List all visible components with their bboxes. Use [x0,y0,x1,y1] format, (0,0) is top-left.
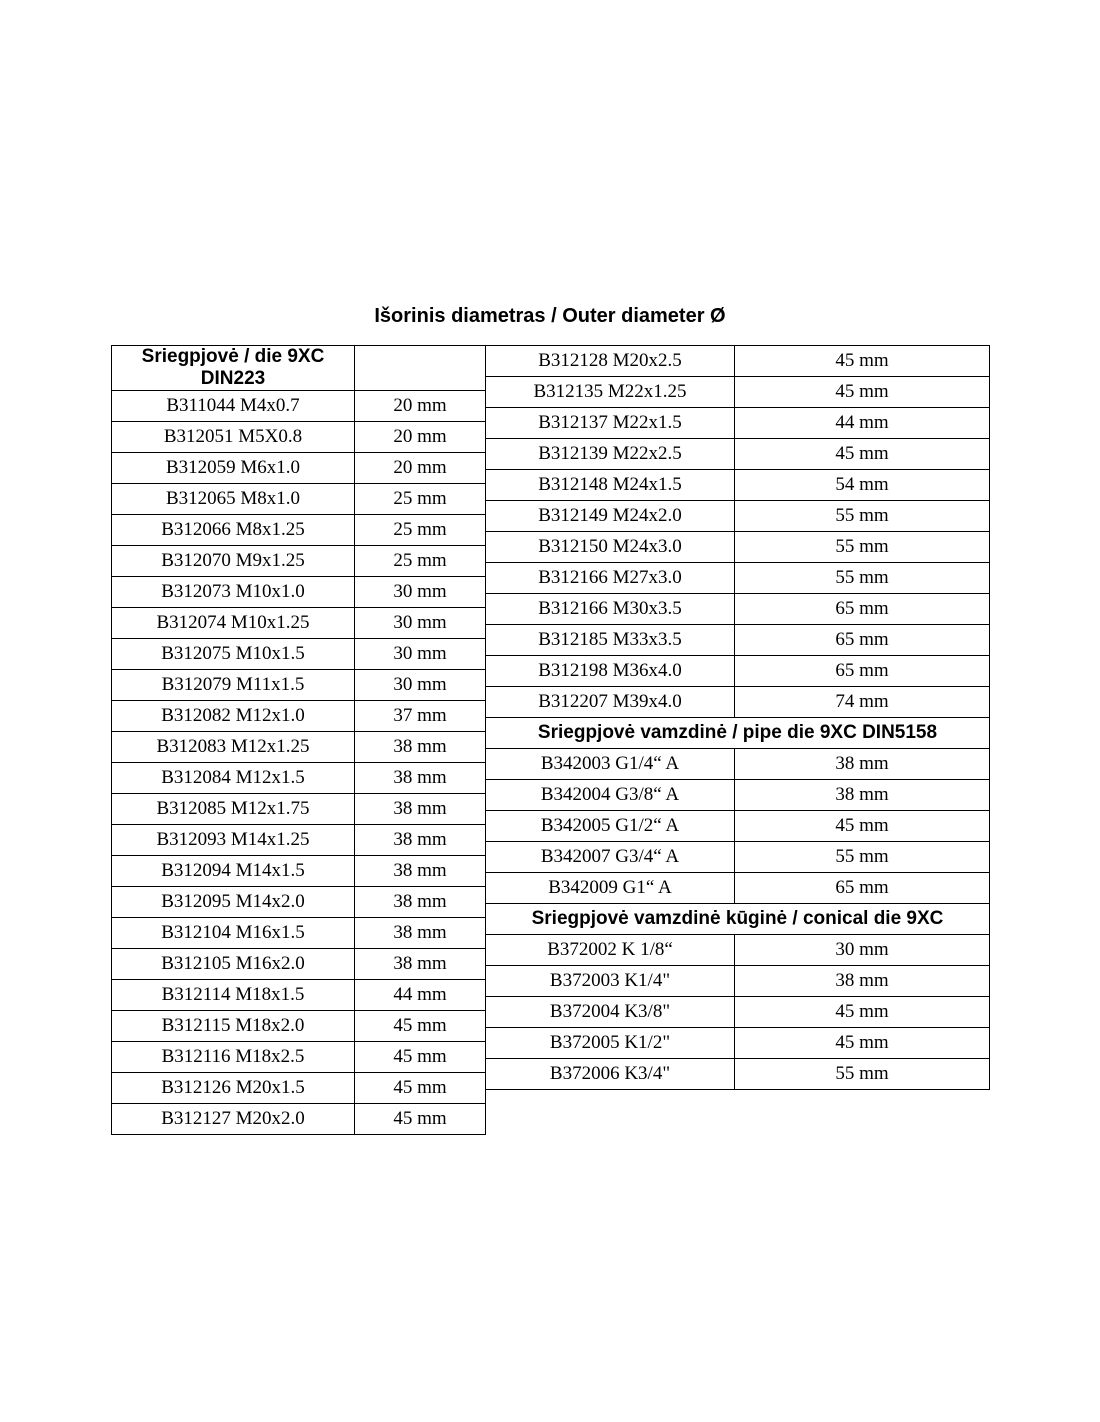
product-code: B312079 M11x1.5 [112,670,355,701]
product-code: B312065 M8x1.0 [112,484,355,515]
outer-diameter: 20 mm [355,422,486,453]
product-code: B312094 M14x1.5 [112,856,355,887]
product-code: B312150 M24x3.0 [486,532,735,563]
outer-diameter: 25 mm [355,484,486,515]
outer-diameter-table-right [485,345,990,1090]
outer-diameter-table-left [111,345,486,1135]
product-code: B312074 M10x1.25 [112,608,355,639]
product-code: B312085 M12x1.75 [112,794,355,825]
outer-diameter: 30 mm [355,608,486,639]
table-row [112,763,486,794]
product-code: B342009 G1“ A [486,873,735,904]
product-code: B311044 M4x0.7 [112,391,355,422]
product-code: B372003 K1/4" [486,966,735,997]
product-code: B312066 M8x1.25 [112,515,355,546]
table-row [112,794,486,825]
table-row [486,873,990,904]
table-row [112,484,486,515]
table-row [486,625,990,656]
product-code: B312093 M14x1.25 [112,825,355,856]
product-code: B312051 M5X0.8 [112,422,355,453]
table-row [112,1073,486,1104]
outer-diameter: 55 mm [735,532,990,563]
table-header-row [112,346,486,391]
product-code: B312075 M10x1.5 [112,639,355,670]
product-code: B312149 M24x2.0 [486,501,735,532]
product-code: B312185 M33x3.5 [486,625,735,656]
product-code: B312105 M16x2.0 [112,949,355,980]
product-code: B312104 M16x1.5 [112,918,355,949]
table-row [486,935,990,966]
outer-diameter: 38 mm [355,825,486,856]
outer-diameter: 38 mm [735,966,990,997]
product-code: B342005 G1/2“ A [486,811,735,842]
product-code: B312083 M12x1.25 [112,732,355,763]
table-row [112,825,486,856]
table-row [486,997,990,1028]
product-code: B312135 M22x1.25 [486,377,735,408]
outer-diameter: 44 mm [735,408,990,439]
table-row [112,701,486,732]
outer-diameter: 44 mm [355,980,486,1011]
product-code: B312137 M22x1.5 [486,408,735,439]
outer-diameter: 74 mm [735,687,990,718]
product-code: B342004 G3/8“ A [486,780,735,811]
outer-diameter: 25 mm [355,546,486,577]
outer-diameter: 45 mm [355,1042,486,1073]
outer-diameter: 65 mm [735,625,990,656]
product-code: B312084 M12x1.5 [112,763,355,794]
table-row [486,656,990,687]
left-table-header-value [355,346,486,391]
product-code: B312070 M9x1.25 [112,546,355,577]
table-row [486,1028,990,1059]
outer-diameter: 30 mm [355,639,486,670]
section-header-conical-die: Sriegpjovė vamzdinė kūginė / conical die 9XC [486,904,990,935]
outer-diameter: 45 mm [355,1104,486,1135]
table-row [112,639,486,670]
table-row [112,732,486,763]
table-row [486,377,990,408]
table-row [112,422,486,453]
table-row [112,670,486,701]
outer-diameter: 38 mm [735,749,990,780]
outer-diameter: 38 mm [355,794,486,825]
section-header-pipe-die: Sriegpjovė vamzdinė / pipe die 9XC DIN5158 [486,718,990,749]
table-row [486,439,990,470]
outer-diameter: 55 mm [735,563,990,594]
product-code: B312126 M20x1.5 [112,1073,355,1104]
table-row [112,1042,486,1073]
outer-diameter: 30 mm [355,670,486,701]
table-row [486,780,990,811]
outer-diameter: 55 mm [735,501,990,532]
outer-diameter: 25 mm [355,515,486,546]
outer-diameter: 45 mm [735,1028,990,1059]
table-row [486,1059,990,1090]
outer-diameter: 38 mm [355,763,486,794]
product-code: B372002 K 1/8“ [486,935,735,966]
table-row [112,391,486,422]
table-row [112,1011,486,1042]
table-row [486,346,990,377]
outer-diameter: 54 mm [735,470,990,501]
product-code: B372005 K1/2" [486,1028,735,1059]
product-code: B312139 M22x2.5 [486,439,735,470]
table-row [486,501,990,532]
product-code: B312207 M39x4.0 [486,687,735,718]
product-code: B312115 M18x2.0 [112,1011,355,1042]
product-code: B312166 M27x3.0 [486,563,735,594]
outer-diameter: 45 mm [355,1011,486,1042]
table-row [486,563,990,594]
outer-diameter: 30 mm [355,577,486,608]
product-code: B312116 M18x2.5 [112,1042,355,1073]
table-section-row [486,904,990,935]
product-code: B312059 M6x1.0 [112,453,355,484]
outer-diameter: 37 mm [355,701,486,732]
outer-diameter: 65 mm [735,594,990,625]
table-row [112,577,486,608]
product-code: B312114 M18x1.5 [112,980,355,1011]
product-code: B312148 M24x1.5 [486,470,735,501]
left-table-header-label: Sriegpjovė / die 9XC DIN223 [112,346,355,391]
product-code: B312082 M12x1.0 [112,701,355,732]
table-row [112,887,486,918]
outer-diameter: 38 mm [355,949,486,980]
table-row [486,749,990,780]
product-code: B312095 M14x2.0 [112,887,355,918]
product-code: B312166 M30x3.5 [486,594,735,625]
table-row [486,966,990,997]
table-row [486,594,990,625]
table-section-row [486,718,990,749]
product-code: B312128 M20x2.5 [486,346,735,377]
outer-diameter: 45 mm [735,811,990,842]
table-row [112,546,486,577]
table-row [486,842,990,873]
table-row [112,453,486,484]
outer-diameter: 38 mm [355,887,486,918]
table-row [112,515,486,546]
outer-diameter: 38 mm [355,918,486,949]
table-row [486,687,990,718]
outer-diameter: 55 mm [735,842,990,873]
right-table-body [486,346,990,1090]
outer-diameter: 20 mm [355,391,486,422]
outer-diameter: 38 mm [735,780,990,811]
outer-diameter: 55 mm [735,1059,990,1090]
product-code: B312073 M10x1.0 [112,577,355,608]
table-row [486,470,990,501]
table-row [112,856,486,887]
outer-diameter: 45 mm [735,439,990,470]
table-row [112,918,486,949]
outer-diameter: 45 mm [355,1073,486,1104]
outer-diameter: 65 mm [735,656,990,687]
product-code: B342007 G3/4“ A [486,842,735,873]
left-table-body [112,346,486,1135]
product-code: B312198 M36x4.0 [486,656,735,687]
outer-diameter: 38 mm [355,732,486,763]
table-row [486,811,990,842]
table-row [112,980,486,1011]
outer-diameter: 38 mm [355,856,486,887]
table-row [112,608,486,639]
product-code: B372004 K3/8" [486,997,735,1028]
outer-diameter: 45 mm [735,997,990,1028]
table-row [486,532,990,563]
table-row [112,1104,486,1135]
product-code: B372006 K3/4" [486,1059,735,1090]
outer-diameter: 45 mm [735,346,990,377]
outer-diameter: 45 mm [735,377,990,408]
outer-diameter: 20 mm [355,453,486,484]
outer-diameter: 65 mm [735,873,990,904]
outer-diameter: 30 mm [735,935,990,966]
page-title: Išorinis diametras / Outer diameter Ø [374,305,726,327]
product-code: B312127 M20x2.0 [112,1104,355,1135]
product-code: B342003 G1/4“ A [486,749,735,780]
table-row [112,949,486,980]
table-row [486,408,990,439]
